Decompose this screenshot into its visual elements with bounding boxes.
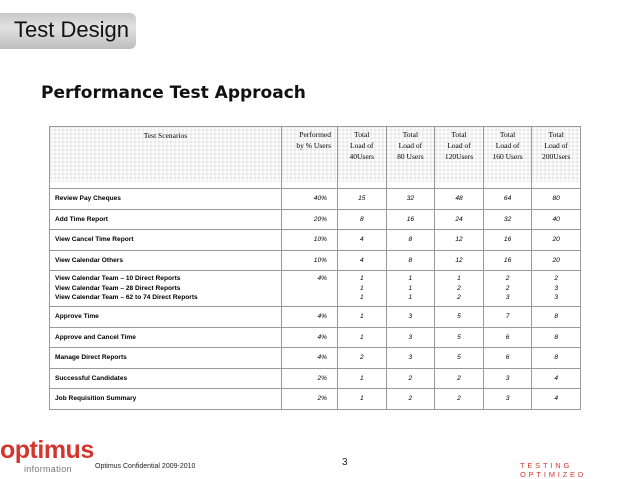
load-cell bbox=[532, 271, 581, 307]
load-value: 4 bbox=[554, 395, 558, 402]
load-cell bbox=[483, 327, 532, 348]
header-line: Performed bbox=[299, 130, 331, 139]
spacer-cell bbox=[532, 182, 581, 189]
user-percent-cell: 20% bbox=[282, 209, 338, 230]
load-value: 8 bbox=[554, 313, 558, 320]
scenario-name: Approve Time bbox=[55, 313, 99, 320]
spacer-cell bbox=[338, 182, 387, 189]
load-value: 1 bbox=[359, 374, 364, 382]
load-cell bbox=[435, 389, 484, 410]
load-value: 32 bbox=[406, 195, 415, 202]
header-line: Total bbox=[451, 130, 467, 139]
load-cell bbox=[483, 209, 532, 230]
load-value: 1 bbox=[359, 284, 364, 292]
header-line: by % Users bbox=[296, 141, 331, 150]
scenario-cell bbox=[50, 348, 282, 369]
header-line: Load of bbox=[447, 141, 471, 150]
load-value: 2 bbox=[554, 275, 558, 282]
load-value: 2 bbox=[457, 374, 461, 382]
load-value: 6 bbox=[505, 333, 510, 341]
load-value: 3 bbox=[408, 354, 413, 361]
page-number: 3 bbox=[342, 457, 348, 468]
load-cell bbox=[435, 368, 484, 389]
load-cell bbox=[483, 389, 532, 410]
load-value: 8 bbox=[554, 333, 558, 341]
load-value: 8 bbox=[408, 256, 413, 264]
header-line: 120Users bbox=[444, 152, 474, 161]
user-percent-cell: 4% bbox=[282, 271, 338, 307]
load-value: 8 bbox=[359, 215, 364, 223]
load-cell bbox=[338, 368, 387, 389]
load-value: 20 bbox=[552, 236, 560, 243]
load-value: 2 bbox=[457, 284, 461, 292]
header-performed-pct bbox=[282, 127, 338, 182]
header-line: Test Scenarios bbox=[143, 131, 188, 140]
logo-wordmark: optimus bbox=[0, 436, 94, 464]
load-value: 1 bbox=[359, 313, 364, 320]
load-value: 3 bbox=[408, 313, 413, 320]
brand-tagline: TESTING OPTIMIZED bbox=[520, 461, 587, 479]
header-line: 200Users bbox=[542, 152, 571, 161]
spacer-cell bbox=[50, 182, 282, 189]
load-cell bbox=[386, 189, 435, 210]
load-cell bbox=[532, 348, 581, 369]
load-cell bbox=[532, 250, 581, 271]
slide-title: Test Design bbox=[14, 17, 129, 42]
load-cell bbox=[532, 389, 581, 410]
load-cell bbox=[338, 189, 387, 210]
load-value: 48 bbox=[455, 195, 463, 202]
user-percent-cell: 4% bbox=[282, 327, 338, 348]
load-cell bbox=[483, 250, 532, 271]
load-value: 20 bbox=[552, 256, 560, 264]
load-value: 4 bbox=[359, 256, 364, 264]
scenario-cell bbox=[50, 368, 282, 389]
load-cell bbox=[435, 327, 484, 348]
header-load-120 bbox=[435, 127, 484, 182]
load-cell bbox=[532, 307, 581, 328]
load-value: 2 bbox=[359, 354, 364, 361]
load-value: 2 bbox=[505, 284, 510, 292]
load-value: 1 bbox=[457, 275, 461, 282]
load-value: 2 bbox=[408, 395, 413, 402]
scenario-name: Approve and Cancel Time bbox=[55, 333, 136, 341]
load-value: 1 bbox=[408, 294, 413, 301]
load-value: 32 bbox=[503, 215, 512, 223]
load-value: 3 bbox=[554, 284, 558, 292]
load-cell bbox=[532, 209, 581, 230]
load-value: 16 bbox=[406, 215, 415, 223]
scenario-name: View Cancel Time Report bbox=[55, 236, 134, 243]
load-cell bbox=[386, 389, 435, 410]
header-line: Total bbox=[548, 130, 564, 139]
load-cell bbox=[483, 271, 532, 307]
header-line: Load of bbox=[495, 141, 520, 150]
user-percent-cell: 10% bbox=[282, 230, 338, 251]
load-value: 40 bbox=[552, 215, 560, 223]
load-value: 16 bbox=[503, 236, 512, 243]
table-header-row bbox=[50, 127, 581, 182]
load-value: 2 bbox=[457, 294, 461, 301]
scenario-cell bbox=[50, 189, 282, 210]
load-cell bbox=[435, 307, 484, 328]
scenario-cell bbox=[50, 209, 282, 230]
user-percent-cell: 40% bbox=[282, 189, 338, 210]
load-cell bbox=[435, 230, 484, 251]
load-value: 1 bbox=[359, 294, 364, 301]
load-value: 3 bbox=[408, 333, 413, 341]
header-load-80 bbox=[386, 127, 435, 182]
load-cell bbox=[338, 327, 387, 348]
header-line: Total bbox=[402, 130, 419, 139]
load-value: 1 bbox=[359, 333, 364, 341]
load-value: 5 bbox=[457, 354, 461, 361]
load-cell bbox=[532, 327, 581, 348]
table-row bbox=[50, 389, 581, 410]
load-value: 3 bbox=[505, 395, 510, 402]
load-value: 8 bbox=[554, 354, 558, 361]
scenario-name: View Calendar Team – 62 to 74 Direct Reports bbox=[55, 294, 198, 301]
logo-subtitle: information bbox=[24, 464, 72, 474]
header-line: Load of bbox=[544, 141, 568, 150]
optimus-logo bbox=[0, 438, 94, 474]
load-value: 6 bbox=[505, 354, 510, 361]
load-value: 1 bbox=[359, 395, 364, 402]
load-value: 2 bbox=[408, 374, 413, 382]
load-cell bbox=[435, 348, 484, 369]
load-cell bbox=[435, 250, 484, 271]
scenario-cell bbox=[50, 307, 282, 328]
load-cell bbox=[338, 307, 387, 328]
user-percent-cell: 10% bbox=[282, 250, 338, 271]
scenario-name: View Calendar Others bbox=[55, 256, 124, 264]
scenario-name: Successful Candidates bbox=[55, 374, 128, 382]
table-row bbox=[50, 271, 581, 307]
load-value: 4 bbox=[359, 236, 364, 243]
load-cell bbox=[338, 271, 387, 307]
load-cell bbox=[386, 271, 435, 307]
load-cell bbox=[386, 230, 435, 251]
header-line: Load of bbox=[350, 141, 374, 150]
scenario-name: Add Time Report bbox=[55, 215, 108, 223]
table-row bbox=[50, 230, 581, 251]
header-line: 40Users bbox=[349, 152, 375, 161]
header-load-200 bbox=[532, 127, 581, 182]
load-cell bbox=[483, 230, 532, 251]
load-value: 3 bbox=[554, 294, 558, 301]
load-cell bbox=[386, 368, 435, 389]
table-row bbox=[50, 368, 581, 389]
scenario-cell bbox=[50, 327, 282, 348]
load-cell bbox=[338, 250, 387, 271]
scenario-name: Job Requisition Summary bbox=[55, 395, 137, 402]
load-value: 2 bbox=[505, 275, 510, 282]
load-value: 15 bbox=[358, 195, 366, 202]
header-line: Total bbox=[499, 130, 516, 139]
confidential-notice: Optimus Confidential 2009-2010 bbox=[95, 463, 196, 470]
spacer-cell bbox=[483, 182, 532, 189]
scenario-cell bbox=[50, 389, 282, 410]
load-cell bbox=[338, 209, 387, 230]
performance-load-table bbox=[49, 126, 581, 410]
header-load-160 bbox=[483, 127, 532, 182]
user-percent-cell: 2% bbox=[282, 389, 338, 410]
load-value: 5 bbox=[457, 313, 461, 320]
load-value: 1 bbox=[408, 284, 413, 292]
header-load-40 bbox=[338, 127, 387, 182]
load-value: 4 bbox=[554, 374, 558, 382]
user-percent-cell: 4% bbox=[282, 348, 338, 369]
load-value: 3 bbox=[505, 294, 510, 301]
load-cell bbox=[532, 368, 581, 389]
spacer-cell bbox=[386, 182, 435, 189]
load-value: 8 bbox=[408, 236, 413, 243]
header-test-scenarios bbox=[50, 127, 282, 182]
load-cell bbox=[532, 189, 581, 210]
load-value: 64 bbox=[503, 195, 512, 202]
load-cell bbox=[435, 271, 484, 307]
table-row bbox=[50, 250, 581, 271]
load-value: 3 bbox=[505, 374, 510, 382]
spacer-cell bbox=[435, 182, 484, 189]
load-value: 24 bbox=[455, 215, 463, 223]
load-value: 80 bbox=[552, 195, 560, 202]
user-percent-cell: 4% bbox=[282, 307, 338, 328]
load-value: 12 bbox=[455, 256, 463, 264]
table-row bbox=[50, 327, 581, 348]
scenario-name: Review Pay Cheques bbox=[55, 195, 121, 202]
table-row bbox=[50, 209, 581, 230]
header-line: Total bbox=[354, 130, 370, 139]
scenario-name: View Calendar Team – 28 Direct Reports bbox=[55, 284, 181, 292]
load-cell bbox=[483, 189, 532, 210]
table-row bbox=[50, 348, 581, 369]
load-cell bbox=[483, 307, 532, 328]
table-row bbox=[50, 189, 581, 210]
section-subtitle: Performance Test Approach bbox=[41, 83, 306, 103]
header-line: 160 Users bbox=[492, 152, 523, 161]
user-percent-cell: 2% bbox=[282, 368, 338, 389]
load-value: 12 bbox=[455, 236, 463, 243]
load-cell bbox=[435, 189, 484, 210]
load-cell bbox=[435, 209, 484, 230]
load-cell bbox=[338, 230, 387, 251]
load-cell bbox=[483, 348, 532, 369]
load-value: 7 bbox=[505, 313, 510, 320]
header-line: Load of bbox=[398, 141, 423, 150]
load-cell bbox=[386, 348, 435, 369]
load-value: 1 bbox=[359, 275, 364, 282]
load-cell bbox=[483, 368, 532, 389]
table-body bbox=[50, 182, 581, 410]
load-value: 16 bbox=[503, 256, 512, 264]
load-cell bbox=[386, 209, 435, 230]
scenario-name: Manage Direct Reports bbox=[55, 354, 127, 361]
load-cell bbox=[386, 307, 435, 328]
load-value: 1 bbox=[408, 275, 413, 282]
load-cell bbox=[386, 250, 435, 271]
scenario-cell bbox=[50, 230, 282, 251]
scenario-cell bbox=[50, 250, 282, 271]
spacer-cell bbox=[282, 182, 338, 189]
header-line: 80 Users bbox=[397, 152, 424, 161]
scenario-name: View Calendar Team – 10 Direct Reports bbox=[55, 275, 181, 282]
load-cell bbox=[338, 348, 387, 369]
load-value: 2 bbox=[457, 395, 461, 402]
table-row bbox=[50, 307, 581, 328]
load-cell bbox=[386, 327, 435, 348]
load-cell bbox=[532, 230, 581, 251]
header-spacer-row bbox=[50, 182, 581, 189]
load-cell bbox=[338, 389, 387, 410]
scenario-cell bbox=[50, 271, 282, 307]
load-value: 5 bbox=[457, 333, 461, 341]
